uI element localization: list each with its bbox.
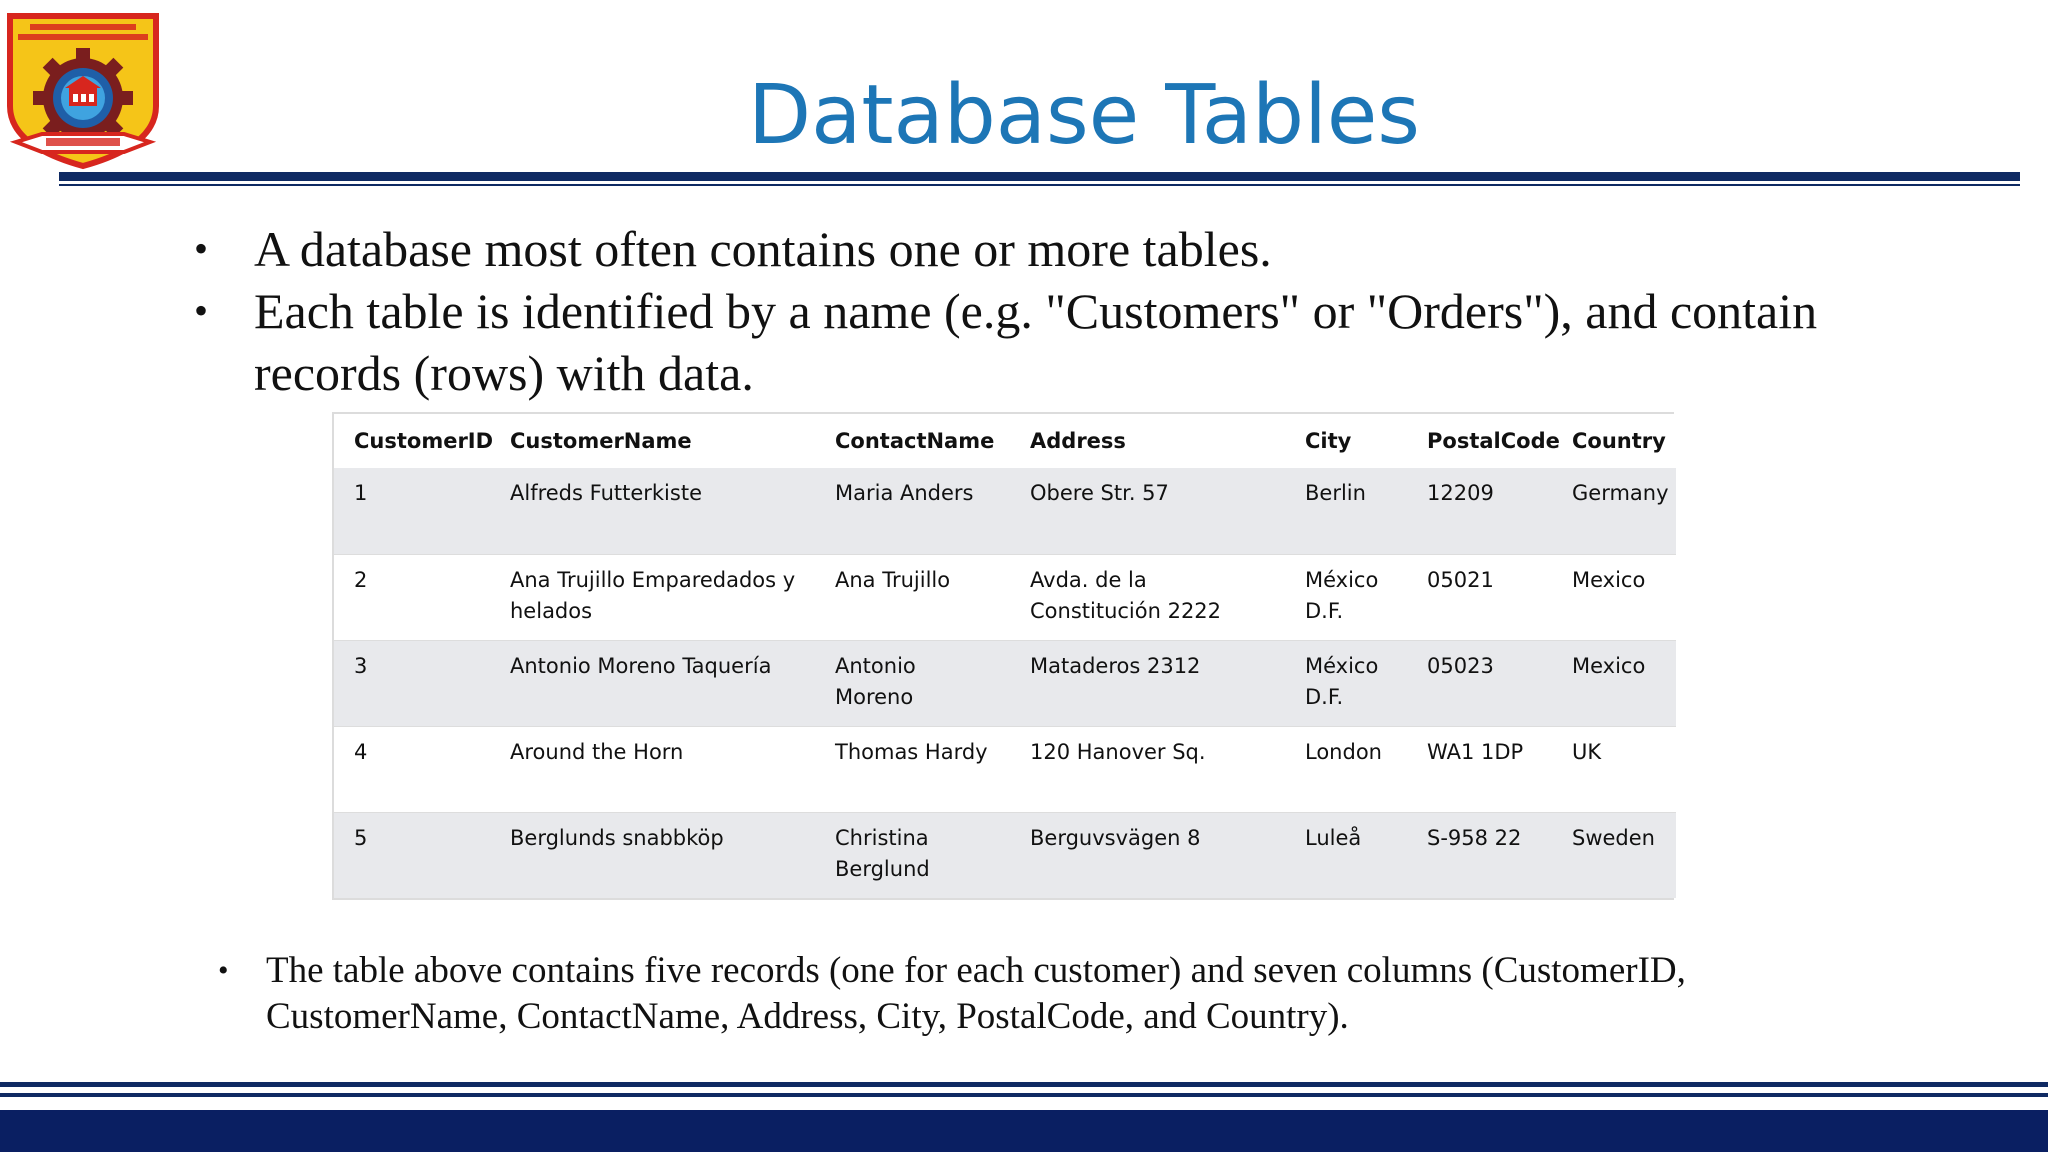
table-cell: 4 <box>334 726 490 812</box>
bullet-item <box>194 280 1914 404</box>
customers-table <box>334 414 1676 898</box>
table-cell: WA1 1DP <box>1407 726 1552 812</box>
table-row <box>334 468 1676 554</box>
title-divider-thin <box>59 184 2020 186</box>
bullet-item <box>194 218 1914 280</box>
table-cell: Sweden <box>1552 812 1676 898</box>
table-cell: Germany <box>1552 468 1676 554</box>
bullet-icon: • <box>194 288 209 333</box>
column-header: CustomerID <box>334 414 490 468</box>
table-cell: Thomas Hardy <box>815 726 1010 812</box>
slide-title: Database Tables <box>747 68 1421 163</box>
table-cell: London <box>1285 726 1407 812</box>
table-cell: 2 <box>334 554 490 640</box>
table-cell: Mataderos 2312 <box>1010 640 1285 726</box>
table-cell: Luleå <box>1285 812 1407 898</box>
table-cell: Mexico <box>1552 554 1676 640</box>
table-cell: Antonio Moreno <box>815 640 1010 726</box>
bullet-icon: • <box>218 954 229 987</box>
table-cell: México D.F. <box>1285 640 1407 726</box>
table-cell: 5 <box>334 812 490 898</box>
bullet-icon: • <box>194 226 209 271</box>
footnote-text: The table above contains five records (one for each customer) and seven columns (CustomerID, CustomerName, ContactName, Address, City, PostalCode, and Country). <box>266 950 1686 1037</box>
column-header: City <box>1285 414 1407 468</box>
column-header: Address <box>1010 414 1285 468</box>
footer-divider-thin <box>0 1093 2048 1097</box>
table-cell: Obere Str. 57 <box>1010 468 1285 554</box>
title-divider <box>59 172 2020 181</box>
table-header-row <box>334 414 1676 468</box>
table-cell: 05023 <box>1407 640 1552 726</box>
table-row <box>334 640 1676 726</box>
table-cell: 120 Hanover Sq. <box>1010 726 1285 812</box>
table-cell: Berglunds snabbköp <box>490 812 815 898</box>
footer-divider <box>0 1082 2048 1087</box>
table-cell: Ana Trujillo Emparedados y helados <box>490 554 815 640</box>
table-cell: Christina Berglund <box>815 812 1010 898</box>
column-header: CustomerName <box>490 414 815 468</box>
table-cell: UK <box>1552 726 1676 812</box>
table-row <box>334 726 1676 812</box>
column-header: ContactName <box>815 414 1010 468</box>
table-cell: 3 <box>334 640 490 726</box>
footnote-bullet <box>218 948 1778 1040</box>
table-cell: S-958 22 <box>1407 812 1552 898</box>
table-cell: Alfreds Futterkiste <box>490 468 815 554</box>
bullet-text: Each table is identified by a name (e.g. "Customers" or "Orders"), and contain records (rows) with data. <box>254 283 1818 401</box>
table-cell: 1 <box>334 468 490 554</box>
table-cell: Avda. de la Constitución 2222 <box>1010 554 1285 640</box>
column-header: PostalCode <box>1407 414 1552 468</box>
table-cell: 05021 <box>1407 554 1552 640</box>
table-cell: Maria Anders <box>815 468 1010 554</box>
table-cell: Berlin <box>1285 468 1407 554</box>
column-header: Country <box>1552 414 1676 468</box>
table-cell: Mexico <box>1552 640 1676 726</box>
table-row <box>334 554 1676 640</box>
bullet-list <box>194 218 1914 404</box>
footer-bar <box>0 1110 2048 1152</box>
bullet-text: A database most often contains one or more tables. <box>254 221 1272 277</box>
table-cell: 12209 <box>1407 468 1552 554</box>
table-cell: Ana Trujillo <box>815 554 1010 640</box>
table-cell: Antonio Moreno Taquería <box>490 640 815 726</box>
table-row <box>334 812 1676 898</box>
table-cell: Berguvsvägen 8 <box>1010 812 1285 898</box>
table-cell: Around the Horn <box>490 726 815 812</box>
customers-table-container <box>332 412 1674 900</box>
table-cell: México D.F. <box>1285 554 1407 640</box>
